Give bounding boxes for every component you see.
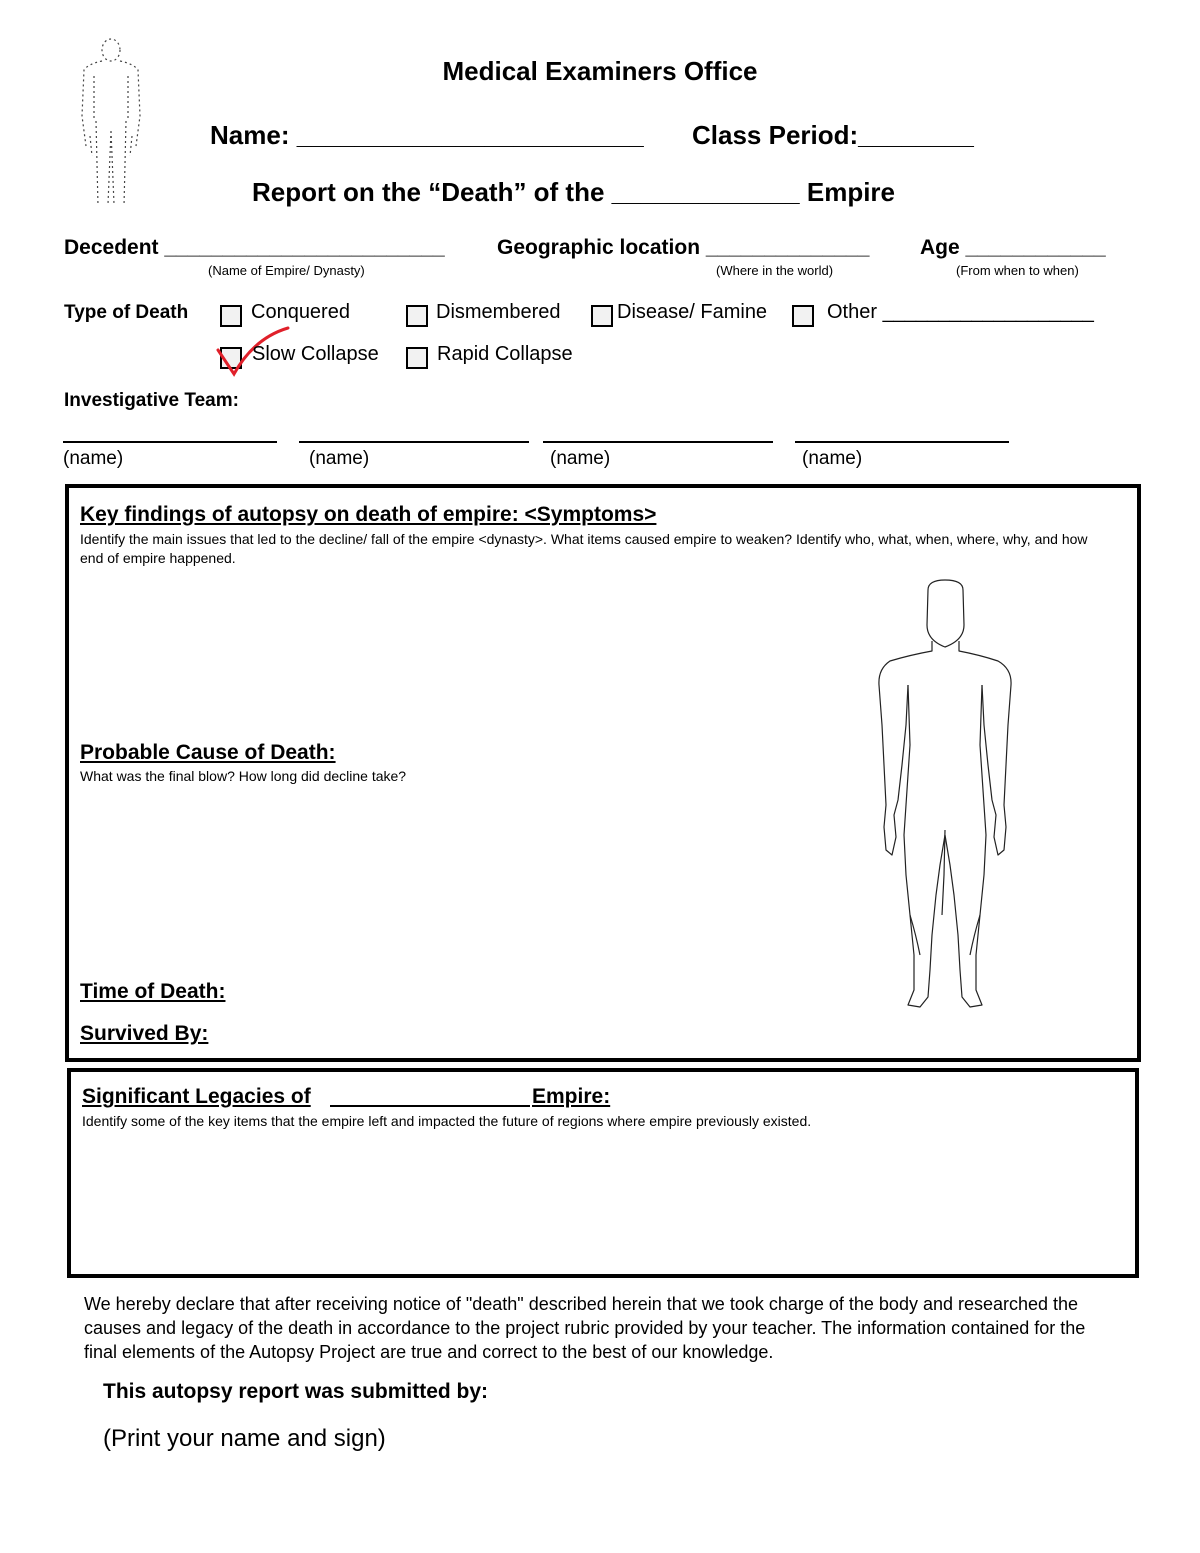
- age-field[interactable]: Age ____________: [920, 236, 1106, 259]
- report-title[interactable]: Report on the “Death” of the _____________ Empire: [252, 177, 896, 207]
- disease-famine-checkbox[interactable]: [591, 305, 613, 327]
- legacies-empire-blank[interactable]: [330, 1105, 530, 1107]
- office-title: Medical Examiners Office: [442, 56, 758, 86]
- dismembered-checkbox[interactable]: [406, 305, 428, 327]
- dismembered-label: Dismembered: [436, 301, 561, 323]
- team-name-line-3[interactable]: [543, 441, 773, 443]
- team-name-line-4[interactable]: [795, 441, 1009, 443]
- print-and-sign-label[interactable]: (Print your name and sign): [103, 1425, 386, 1452]
- submitted-by-label: This autopsy report was submitted by:: [103, 1380, 489, 1403]
- legacies-heading-part2: Empire:: [532, 1085, 611, 1108]
- class-period-field[interactable]: Class Period:________: [692, 120, 974, 150]
- team-name-caption-1: (name): [63, 448, 124, 469]
- rapid-collapse-label: Rapid Collapse: [437, 343, 573, 365]
- team-name-line-2[interactable]: [299, 441, 529, 443]
- team-name-caption-3: (name): [550, 448, 611, 469]
- decedent-hint: (Name of Empire/ Dynasty): [208, 263, 365, 278]
- other-label[interactable]: Other ___________________: [827, 301, 1094, 323]
- legacies-heading-part1: Significant Legacies of: [82, 1085, 311, 1108]
- other-checkbox[interactable]: [792, 305, 814, 327]
- probable-cause-prompt: What was the final blow? How long did decline take?: [80, 768, 407, 784]
- student-name-field[interactable]: Name: ________________________: [210, 120, 644, 150]
- team-name-line-1[interactable]: [63, 441, 277, 443]
- type-of-death-label: Type of Death: [64, 302, 189, 323]
- declaration-text: We hereby declare that after receiving notice of "death" described herein that we took charge of the body and researched the causes and legacy of the death in accordance to the project rubric provided by your teacher. The information contained for the final elements of the Autopsy Project are true and correct to the best of our knowledge.: [84, 1294, 1086, 1362]
- disease-famine-label: Disease/ Famine: [617, 301, 768, 323]
- conquered-label: Conquered: [251, 301, 350, 323]
- slow-collapse-label: Slow Collapse: [252, 343, 379, 365]
- geographic-location-field[interactable]: Geographic location ______________: [497, 236, 870, 259]
- survived-by-heading: Survived By:: [80, 1022, 209, 1045]
- rapid-collapse-checkbox[interactable]: [406, 347, 428, 369]
- key-findings-heading: Key findings of autopsy on death of empire: <Symptoms>: [80, 503, 657, 526]
- team-name-caption-2: (name): [309, 448, 370, 469]
- legacies-prompt: Identify some of the key items that the empire left and impacted the future of regions where empire previously existed.: [82, 1113, 812, 1129]
- geographic-location-hint: (Where in the world): [716, 263, 834, 278]
- time-of-death-heading: Time of Death:: [80, 980, 226, 1003]
- probable-cause-heading: Probable Cause of Death:: [80, 741, 336, 764]
- team-name-caption-4: (name): [802, 448, 863, 469]
- investigative-team-label: Investigative Team:: [64, 390, 239, 411]
- age-hint: (From when to when): [956, 263, 1079, 278]
- body-outline-figure: [870, 575, 1020, 1020]
- key-findings-prompt: Identify the main issues that led to the decline/ fall of the empire <dynasty>. What items caused empire to weaken? Identify who, what, when, where, why, and how end of empire happened.: [80, 531, 1088, 566]
- decedent-field[interactable]: Decedent ________________________: [64, 236, 445, 259]
